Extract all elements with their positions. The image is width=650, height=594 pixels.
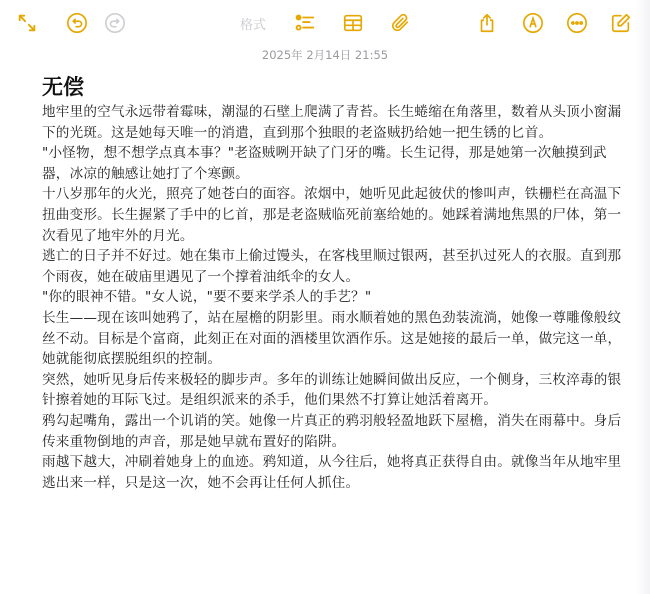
paragraph[interactable]: 突然，她听见身后传来极轻的脚步声。多年的训练让她瞬间做出反应，一个侧身，三枚淬毒的银针擦着她的耳际飞过。是组织派来的杀手，他们果然不打算让她活着离开。	[42, 371, 622, 409]
checklist-icon[interactable]	[292, 10, 318, 36]
toolbar	[0, 0, 650, 44]
note-date: 2025年 2月14日 21:55	[261, 48, 389, 62]
paragraph[interactable]: 十八岁那年的火光，照亮了她苍白的面容。浓烟中，她听见此起彼伏的惨叫声，铁栅栏在高温下扭曲变形。长生握紧了手中的匕首，那是老盗贼临死前塞给她的。她踩着满地焦黑的尸体，第一次看见了地牢外的月光。	[42, 186, 622, 244]
format-label[interactable]: 格式	[240, 18, 267, 33]
paragraph[interactable]: 逃亡的日子并不好过。她在集市上偷过馒头，在客栈里顺过银两，甚至扒过死人的衣服。直到那个雨夜，她在破庙里遇见了一个撑着油纸伞的女人。	[42, 248, 622, 285]
more-icon[interactable]	[564, 10, 590, 36]
paragraph[interactable]: "小怪物，想不想学点真本事？"老盗贼咧开缺了门牙的嘴。长生记得，那是她第一次触摸到武器，冰凉的触感让她打了个寒颤。	[42, 145, 607, 182]
window-edge	[636, 0, 650, 594]
table-icon[interactable]	[340, 10, 366, 36]
paragraph[interactable]: 雨越下越大，冲刷着她身上的血迹。鸦知道，从今往后，她将真正获得自由。就像当年从地牢里逃出来一样，只是这一次，她不会再让任何人抓住。	[42, 454, 622, 491]
compose-icon[interactable]	[608, 10, 634, 36]
undo-icon[interactable]	[64, 10, 90, 36]
collapse-icon[interactable]	[14, 10, 40, 36]
note-title[interactable]: 无偿	[42, 75, 84, 99]
paragraph[interactable]: 地牢里的空气永远带着霉味，潮湿的石壁上爬满了青苔。长生蜷缩在角落里，数着从头顶小窗漏下的光斑。这是她每天唯一的消遣，直到那个独眼的老盗贼扔给她一把生锈的匕首。	[42, 104, 622, 141]
redo-icon[interactable]	[102, 10, 128, 36]
paragraph[interactable]: "你的眼神不错。"女人说，"要不要来学杀人的手艺？"	[42, 289, 372, 306]
paragraph[interactable]: 长生——现在该叫她鸦了，站在屋檐的阴影里。雨水顺着她的黑色劲装流淌，她像一尊雕像般纹丝不动。目标是个富商，此刻正在对面的酒楼里饮酒作乐。这是她接的最后一单，做完这一单，她就能彻底摆脱组织的控制。	[42, 309, 622, 368]
markup-icon[interactable]	[520, 10, 546, 36]
share-icon[interactable]	[474, 10, 500, 36]
attachment-icon[interactable]	[388, 10, 414, 36]
note-body[interactable]	[0, 72, 650, 493]
paragraph[interactable]: 鸦勾起嘴角，露出一个讥诮的笑。她像一片真正的鸦羽般轻盈地跃下屋檐，消失在雨幕中。身后传来重物倒地的声音，那是她早就布置好的陷阱。	[42, 412, 622, 450]
